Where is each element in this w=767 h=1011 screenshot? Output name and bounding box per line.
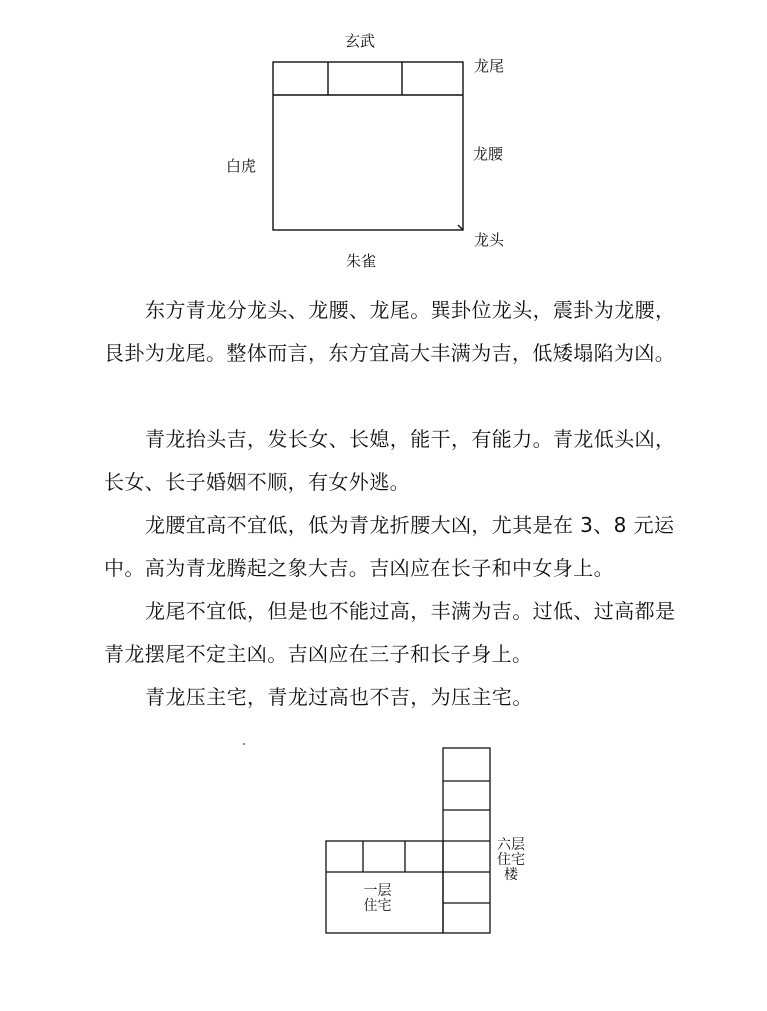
tall-building-label-line-2: 住宅 <box>497 852 525 868</box>
paragraph-3: 龙腰宜高不宜低，低为青龙折腰大凶，尤其是在 3、8 元运中。高为青龙腾起之象大吉。吉凶应在长子和中女身上。 <box>104 513 675 580</box>
label-north: 玄武 <box>345 32 376 50</box>
speck <box>243 743 245 745</box>
paragraph-4: 龙尾不宜低，但是也不能过高，丰满为吉。过低、过高都是青龙摆尾不定主凶。吉凶应在三子和长子身上。 <box>104 599 676 666</box>
low-house-label-line-2: 住宅 <box>363 898 392 914</box>
paragraph-5: 青龙压主宅，青龙过高也不吉，为压主宅。 <box>145 685 533 709</box>
label-dragon-head: 龙头 <box>474 231 505 249</box>
paragraph-2: 青龙抬头吉，发长女、长媳，能干，有能力。青龙低头凶，长女、长子婚姻不顺，有女外逃。 <box>104 427 676 494</box>
label-dragon-tail: 龙尾 <box>474 57 505 75</box>
tall-building-label <box>493 838 529 883</box>
paragraph-1: 东方青龙分龙头、龙腰、龙尾。巽卦位龙头，震卦为龙腰，艮卦为龙尾。整体而言，东方宜高大丰满为吉，低矮塌陷为凶。 <box>104 298 676 365</box>
low-house-label-line-1: 一层 <box>363 883 392 899</box>
low-house-label <box>355 884 400 914</box>
label-west: 白虎 <box>226 157 257 175</box>
label-south: 朱雀 <box>346 252 377 270</box>
label-dragon-waist: 龙腰 <box>473 145 504 163</box>
tall-building-label-line-3: 楼 <box>504 867 518 883</box>
tall-building-label-line-1: 六层 <box>497 837 525 853</box>
